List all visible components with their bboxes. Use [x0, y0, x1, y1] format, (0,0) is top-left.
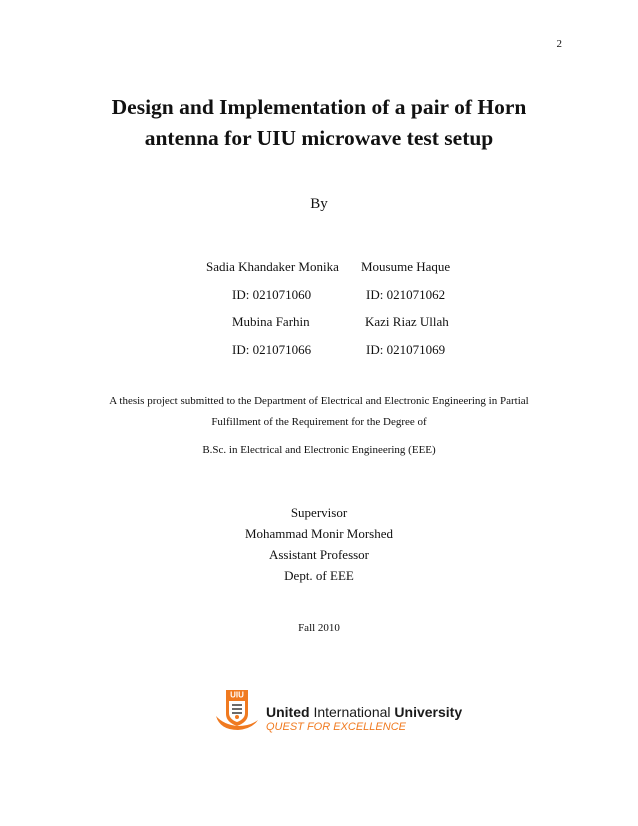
- author-1-name: Sadia Khandaker Monika: [206, 259, 339, 274]
- author-3-id: ID: 021071066: [232, 342, 312, 357]
- author-1-id: ID: 021071060: [232, 287, 312, 302]
- supervisor-dept: Dept. of EEE: [284, 568, 354, 583]
- author-2-id: ID: 021071062: [366, 287, 446, 302]
- university-logo: [214, 686, 464, 736]
- author-4-id: ID: 021071069: [366, 342, 446, 357]
- university-motto: QUEST FOR EXCELLENCE: [266, 721, 406, 733]
- svg-text:UIU: UIU: [230, 690, 244, 700]
- supervisor-title: Assistant Professor: [268, 547, 370, 562]
- university-name: [266, 704, 462, 720]
- thesis-title: [0, 92, 638, 154]
- thesis-title-line-2: antenna for UIU microwave test setup: [144, 126, 494, 150]
- thesis-statement-line-2: Fulfillment of the Requirement for the Degree of: [211, 416, 427, 428]
- author-3-name: Mubina Farhin: [232, 314, 310, 329]
- by-label: By: [310, 196, 328, 212]
- supervisor-label: Supervisor: [290, 505, 348, 520]
- university-name-word-3: University: [394, 704, 463, 720]
- term: Fall 2010: [298, 622, 340, 634]
- author-4-name: Kazi Riaz Ullah: [365, 314, 449, 329]
- page-number: 2: [556, 38, 562, 50]
- university-name-word-1: United: [266, 704, 310, 720]
- uiu-seal-icon: [214, 686, 260, 732]
- degree-name: B.Sc. in Electrical and Electronic Engineering (EEE): [202, 444, 436, 456]
- thesis-statement-line-1: A thesis project submitted to the Department of Electrical and Electronic Engineering in Partial: [109, 395, 529, 407]
- university-name-word-2: International: [313, 704, 391, 720]
- thesis-title-line-1: Design and Implementation of a pair of Horn: [111, 95, 527, 119]
- supervisor-name: Mohammad Monir Morshed: [244, 526, 394, 541]
- author-2-name: Mousume Haque: [361, 259, 451, 274]
